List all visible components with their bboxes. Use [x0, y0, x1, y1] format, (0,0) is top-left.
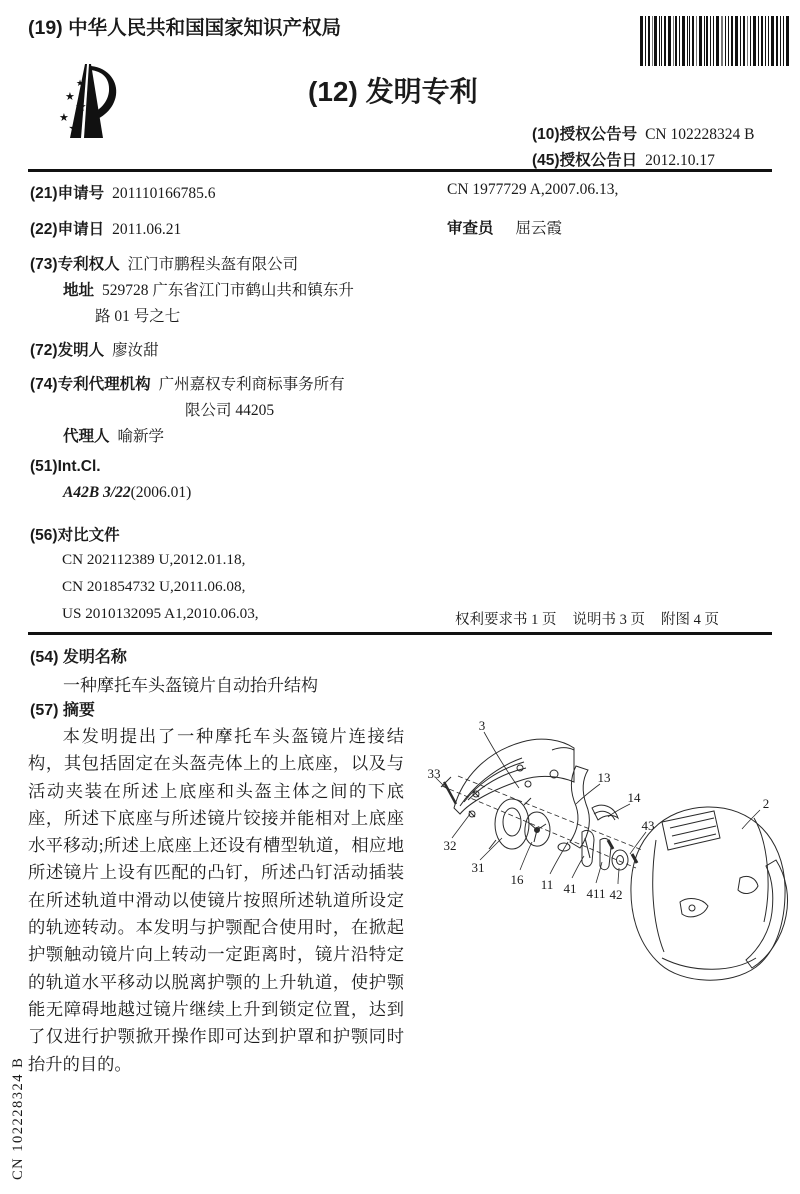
pub-date-label: (45)授权公告日: [532, 152, 638, 169]
cited-ref-right-text: CN 1977729 A,2007.06.13,: [447, 181, 619, 198]
figure-ref-32: 32: [443, 838, 457, 853]
figure-ref-16: 16: [510, 872, 524, 887]
figure-ref-3: 3: [478, 718, 486, 733]
abstract-text: 本发明提出了一种摩托车头盔镜片连接结构，其包括固定在头盔壳体上的上底座，以及与活动夹装在所述上底座和头盔主体之间的下底座，所述下底座与所述镜片铰接并能相对上底座水平移动;所述上底座上还设有槽型轨道，相应地所述镜片上设有匹配的凸钉，所述凸钉活动插装在所述轨道中滑动以使镜片按照所述轨道所设定的轨迹转动。本发明与护颚配合使用时，在掀起护颚触动镜片向上转动一定距离时，镜片沿特定的轨道水平移动以脱离护颚的上升轨道，使护颚能无障碍地越过镜片继续上升到锁定位置，达到了仅进行护颚掀开操作即可达到护罩和护颚同时抬升的目的。: [28, 727, 404, 1074]
figure-ref-14: 14: [627, 790, 641, 805]
int-cl-row: [30, 458, 101, 476]
invention-title-heading: [30, 644, 127, 667]
claims-pages: 权利要求书 1 页: [455, 612, 557, 628]
agent-row: [63, 424, 164, 446]
agency-value-line2: 限公司 44205: [185, 402, 275, 419]
invention-title-heading-text: (54) 发明名称: [30, 649, 127, 666]
patentee-row: [30, 252, 298, 274]
cited-ref-3-text: US 2010132095 A1,2010.06.03,: [62, 605, 259, 622]
cited-docs-label: (56)对比文件: [30, 527, 120, 544]
int-cl-class-row: [63, 484, 191, 502]
cited-docs-row: [30, 523, 120, 545]
pub-date-value: 2012.10.17: [645, 152, 715, 169]
svg-text:★: ★: [76, 78, 85, 88]
agency-row-2: [185, 398, 274, 420]
sipo-logo-icon: [56, 58, 120, 144]
cited-ref-1: [62, 551, 245, 569]
examiner-label: 审查员: [447, 220, 494, 237]
figure-ref-31: 31: [471, 860, 485, 875]
page-counts-row: [455, 608, 719, 629]
figure-ref-43: 43: [641, 818, 655, 833]
address-row: [63, 278, 354, 300]
svg-text:★: ★: [65, 91, 75, 103]
int-cl-class: A42B 3/22: [63, 484, 131, 501]
agency-label: (74)专利代理机构: [30, 376, 151, 393]
inventor-value: 廖汝甜: [112, 342, 159, 359]
address-label: 地址: [63, 282, 95, 299]
svg-text:★: ★: [59, 112, 69, 124]
examiner-value: 屈云霞: [515, 220, 563, 237]
publication-number-row: [532, 122, 754, 144]
vertical-patent-number: CN 102228324 B: [10, 1056, 26, 1180]
abstract-heading-text: (57) 摘要: [30, 702, 95, 719]
cited-ref-2: [62, 578, 245, 596]
figure-ref-41: 41: [563, 881, 577, 896]
drawings-pages: 附图 4 页: [661, 612, 719, 628]
agent-value: 喻新学: [117, 428, 165, 445]
doc-type-title: (12) 发明专利: [308, 76, 478, 107]
abstract-heading: [30, 697, 95, 720]
cited-ref-1-text: CN 202112389 U,2012.01.18,: [62, 551, 246, 568]
application-number-row: [30, 181, 216, 203]
divider-top: [28, 169, 772, 172]
description-pages: 说明书 3 页: [572, 612, 645, 628]
address-row-2: [95, 304, 180, 326]
agent-label: 代理人: [63, 428, 110, 445]
figure-ref-11: 11: [540, 877, 554, 892]
application-date-label: (22)申请日: [30, 221, 105, 238]
agency-row: [30, 372, 345, 394]
application-date-row: [30, 217, 181, 239]
patent-figure: [424, 690, 796, 1040]
cited-ref-3: [62, 605, 259, 623]
publication-date-row: [532, 148, 715, 170]
figure-ref-411: 411: [586, 886, 606, 901]
patentee-value: 江门市鹏程头盔有限公司: [127, 256, 299, 273]
agency-value-line1: 广州嘉权专利商标事务所有: [158, 376, 345, 393]
barcode: [640, 16, 790, 66]
cited-ref-right-row: [447, 181, 618, 199]
application-number-label: (21)申请号: [30, 185, 105, 202]
svg-text:★: ★: [68, 121, 83, 138]
figure-ref-33: 33: [427, 766, 441, 781]
address-line2: 路 01 号之七: [95, 308, 181, 325]
figure-ref-42: 42: [609, 887, 623, 902]
divider-body: [28, 632, 772, 635]
cited-ref-2-text: CN 201854732 U,2011.06.08,: [62, 578, 246, 595]
int-cl-version: (2006.01): [130, 484, 192, 501]
pub-no-label: (10)授权公告号: [532, 126, 638, 143]
figure-ref-2: 2: [762, 796, 770, 811]
office-name: (19) 中华人民共和国国家知识产权局: [28, 17, 342, 39]
figure-ref-13: 13: [597, 770, 611, 785]
application-date-value: 2011.06.21: [112, 221, 182, 238]
inventor-label: (72)发明人: [30, 342, 105, 359]
pub-no-value: CN 102228324 B: [645, 126, 755, 143]
examiner-row: [447, 216, 562, 238]
patentee-label: (73)专利权人: [30, 256, 120, 273]
address-line1: 529728 广东省江门市鹤山共和镇东升: [102, 282, 354, 299]
application-number-value: 201110166785.6: [112, 185, 216, 202]
svg-text:★: ★: [75, 99, 87, 114]
invention-title: 一种摩托车头盔镜片自动抬升结构: [63, 676, 318, 695]
int-cl-label: (51)Int.Cl.: [30, 458, 101, 475]
inventor-row: [30, 338, 159, 360]
